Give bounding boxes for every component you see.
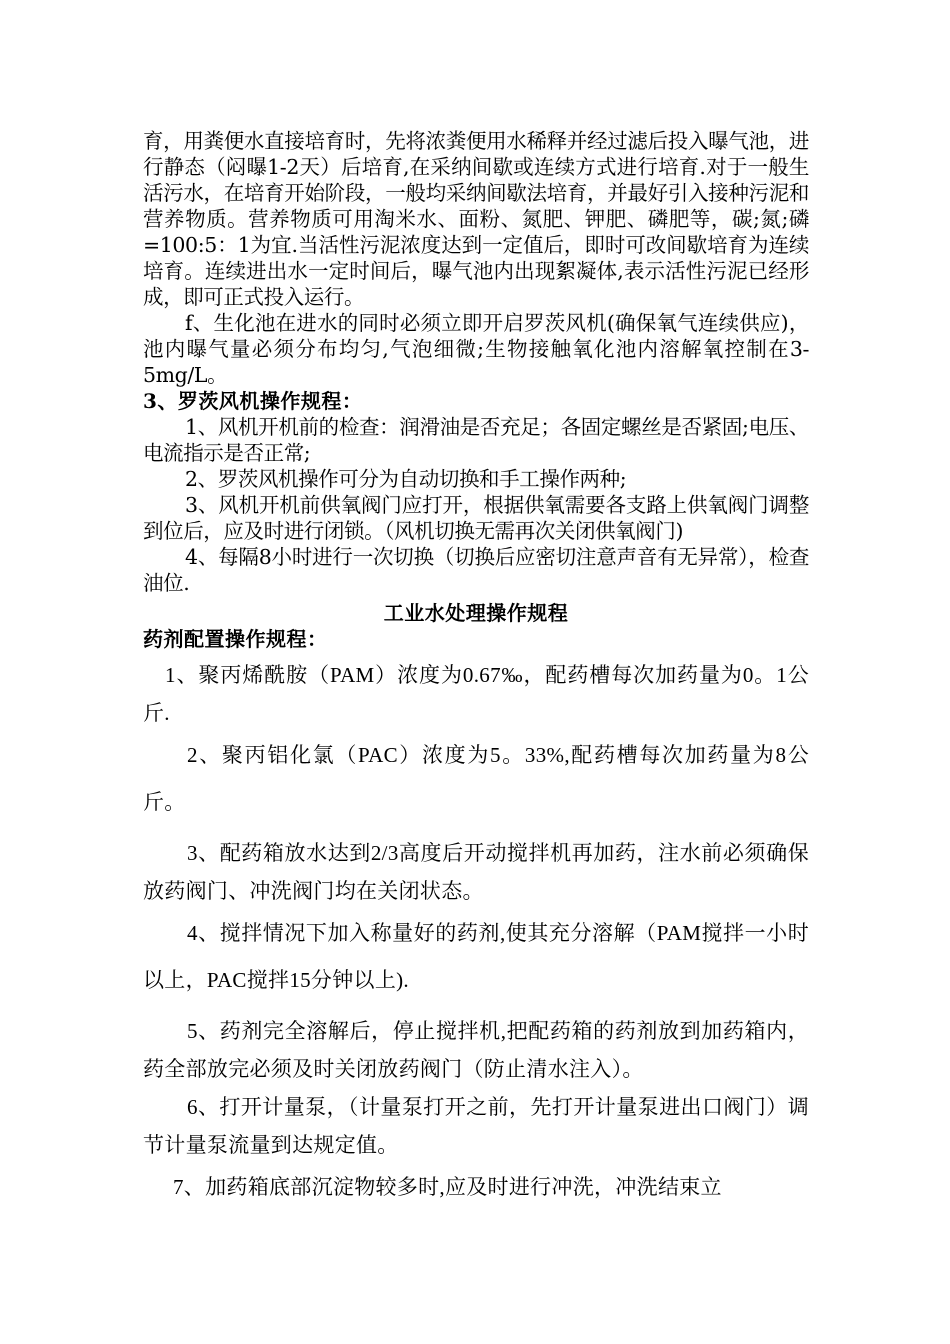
- roots-blower-item-2: 2、罗茨风机操作可分为自动切换和手工操作两种;: [185, 467, 627, 491]
- chemical-item-2: 2、聚丙铝化氯（PAC）浓度为5。33%,配药槽每次加药量为8公斤。: [143, 743, 809, 814]
- paragraph-sludge-cultivation: 育，用粪便水直接培育时，先将浓粪便用水稀释并经过滤后投入曝气池，进行静态（闷曝1-2天）后培育,在采纳间歇或连续方式进行培育.对于一般生活污水，在培育开始阶段，一般均采纳间歇法培育，并最好引入接种污泥和营养物质。营养物质可用淘米水、面粉、氮肥、钾肥、磷肥等，碳;氮;磷=100:5：1为宜.当活性污泥浓度达到一定值后，即时可改间歇培育为连续培育。连续进出水一定时间后，曝气池内出现絮凝体,表示活性污泥已经形成，即可正式投入运行。: [143, 129, 809, 309]
- roots-blower-item-4: 4、每隔8小时进行一次切换（切换后应密切注意声音有无异常），检查油位.: [143, 545, 809, 595]
- chemical-config-heading: 药剂配置操作规程：: [143, 627, 328, 651]
- industrial-water-title: 工业水处理操作规程: [383, 601, 569, 625]
- chemical-item-4: 4、搅拌情况下加入称量好的药剂,使其充分溶解（PAM搅拌一小时以上，PAC搅拌15分钟以上).: [143, 921, 809, 992]
- chemical-item-7: 7、加药箱底部沉淀物较多时,应及时进行冲洗，冲洗结束立: [173, 1175, 722, 1199]
- paragraph-biochemical-tank: f、生化池在进水的同时必须立即开启罗茨风机(确保氧气连续供应)，池内曝气量必须分布均匀,气泡细微;生物接触氧化池内溶解氧控制在3-5mg/L。: [143, 311, 809, 387]
- roots-blower-heading: 3、罗茨风机操作规程：: [143, 389, 363, 413]
- chemical-item-3: 3、配药箱放水达到2/3高度后开动搅拌机再加药，注水前必须确保放药阀门、冲洗阀门均在关闭状态。: [143, 841, 809, 903]
- chemical-item-5: 5、药剂完全溶解后，停止搅拌机,把配药箱的药剂放到加药箱内，药全部放完必须及时关闭放药阀门（防止清水注入）。: [143, 1019, 809, 1081]
- chemical-item-1: 1、聚丙烯酰胺（PAM）浓度为0.67‰，配药槽每次加药量为0。1公斤.: [143, 663, 809, 725]
- document-page: [143, 128, 809, 1206]
- roots-blower-item-1: 1、风机开机前的检查：润滑油是否充足；各固定螺丝是否紧固;电压、电流指示是否正常;: [143, 415, 809, 465]
- roots-blower-item-3: 3、风机开机前供氧阀门应打开，根据供氧需要各支路上供氧阀门调整到位后，应及时进行闭锁。（风机切换无需再次关闭供氧阀门): [143, 493, 809, 543]
- chemical-item-6: 6、打开计量泵，（计量泵打开之前，先打开计量泵进出口阀门）调节计量泵流量到达规定值。: [143, 1095, 809, 1157]
